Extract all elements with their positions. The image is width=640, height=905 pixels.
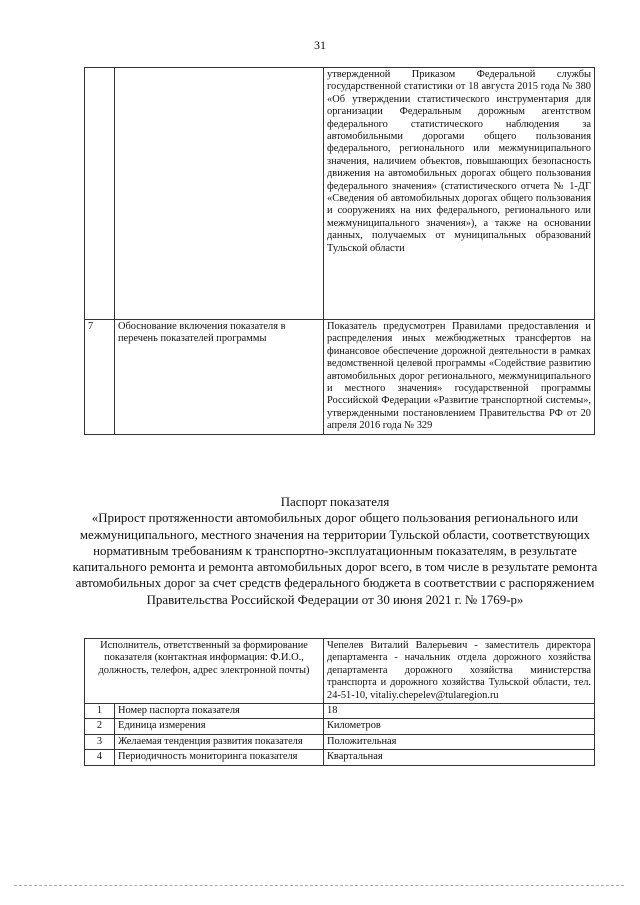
table-row: [85, 639, 595, 704]
row-value: Показатель предусмотрен Правилами предоставления и распределения иных межбюджетных трансфертов на финансовое обеспечение дорожной деятельности в рамках ведомственной целевой программы «Содействие развитию автомобильных дорог регионального, межмуниципального и местного значения» государственной программы Российской Федерации «Развитие транспортной системы», утвержденными постановлением Правительства РФ от 20 апреля 2016 года № 329: [324, 320, 595, 435]
num-cell: [85, 68, 115, 320]
row-value: Положительная: [324, 734, 595, 749]
label-cell: [115, 68, 324, 320]
table-row: [85, 68, 595, 320]
top-table: [84, 67, 595, 435]
page-edge-divider: [14, 885, 624, 886]
row-label: Номер паспорта показателя: [115, 704, 324, 719]
row-number: 4: [85, 750, 115, 765]
row-label: Обоснование включения показателя в перечень показателей программы: [115, 320, 324, 435]
passport-title: Паспорт показателя: [280, 495, 390, 509]
row-label: Желаемая тенденция развития показателя: [115, 734, 324, 749]
table-row: [85, 750, 595, 765]
row-label: Единица измерения: [115, 719, 324, 734]
row-number: 2: [85, 719, 115, 734]
executor-value: Чепелев Виталий Валерьевич - заместитель директора департамента - начальник отдела дорожного хозяйства департамента дорожного хозяйства министерства транспорта и дорожного хозяйства Тульской области, тел. 24-51-10, vitaliy.chepelev@tularegion.ru: [324, 639, 595, 704]
passport-heading: [70, 494, 600, 608]
bottom-table: [84, 638, 595, 766]
table-row: [85, 320, 595, 435]
row-number: 7: [85, 320, 115, 435]
table-row: [85, 734, 595, 749]
row-value: Километров: [324, 719, 595, 734]
executor-label: Исполнитель, ответственный за формирование показателя (контактная информация: Ф.И.О., должность, телефон, адрес электронной почты): [85, 639, 324, 704]
table-row: [85, 719, 595, 734]
page-number: 31: [314, 38, 326, 52]
row-number: 3: [85, 734, 115, 749]
row-value: Квартальная: [324, 750, 595, 765]
passport-subtitle: «Прирост протяженности автомобильных дорог общего пользования регионального или межмуниципального, местного значения на территории Тульской области, соответствующих нормативным требованиям к транспортно-эксплуатационным показателям, в результате капитального ремонта и ремонта автомобильных дорог всего, в том числе в результате ремонта автомобильных дорог за счет средств федерального бюджета в соответствии с распоряжением Правительства Российской Федерации от 30 июня 2021 г. № 1769-р»: [72, 511, 598, 607]
row-number: 1: [85, 704, 115, 719]
continued-text-cell: утвержденной Приказом Федеральной службы государственной статистики от 18 августа 2015 года № 380 «Об утверждении статистического инструментария для организации Федеральным дорожным агентством федерального статистического наблюдения за автомобильными дорогами общего пользования федерального, регионального или межмуниципального значения, наличием объектов, повышающих безопасность движения на автомобильных дорогах общего пользования федерального значения» (статистического отчета № 1-ДГ «Сведения об автомобильных дорогах общего пользования и сооружениях на них федерального, регионального или межмуниципального значения»), а также на основании данных, получаемых от муниципальных образований Тульской области: [324, 68, 595, 320]
table-row: [85, 704, 595, 719]
row-value: 18: [324, 704, 595, 719]
row-label: Периодичность мониторинга показателя: [115, 750, 324, 765]
